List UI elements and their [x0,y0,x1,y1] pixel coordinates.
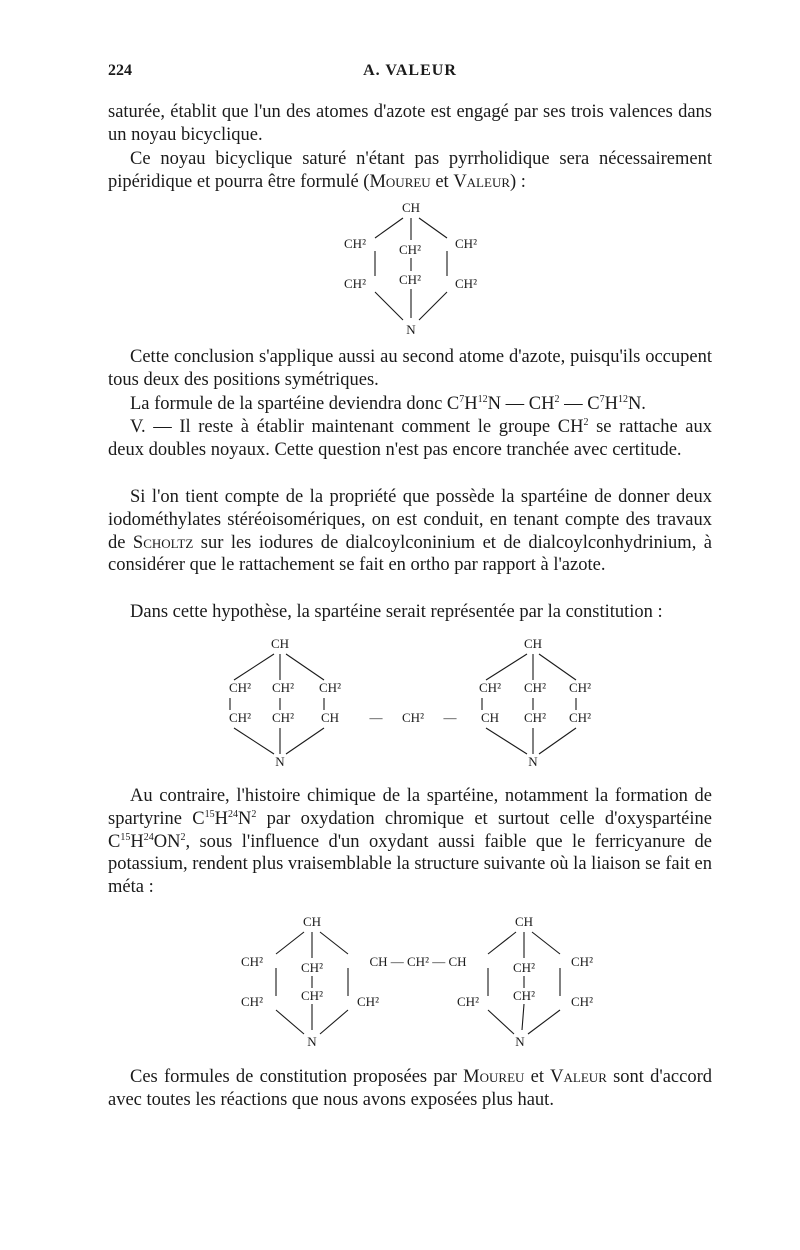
f2-right-r1-b: CH² [524,680,546,695]
f3-left-n: N [307,1034,317,1049]
f1-mid-upper: CH² [399,242,421,257]
f3-link: CH — CH² — CH [369,954,467,969]
f3-right-ll: CH² [457,994,479,1009]
author-valeur-2: Valeur [550,1067,607,1087]
paragraph-5: V. — Il reste à établir maintenant comment le groupe $CH^2$ se rattache aux deux doubles noyaux. Cette question n'est pas encore tranchée avec certitude. [108,416,712,460]
f2-left-top: CH [270,636,290,651]
f2-link-ch2: CH² [402,710,424,725]
author-moureu: Moureu [369,171,431,192]
paragraph-9: Ces formules de constitution proposées par Moureu et Valeur sont d'accord avec toutes les réactions que nous avons exposées plus haut. [108,1067,713,1110]
page-header [108,62,712,86]
f3-left-ll: CH² [241,994,263,1009]
page-number: 224 [108,62,132,79]
paragraph-7: Dans cette hypothèse, la spartéine serait représentée par la constitution : [130,602,663,622]
paragraph-1: saturée, établit que l'un des atomes d'azote est engagé par ses trois valences dans un noyau bicyclique. [108,102,712,145]
f1-top-ch: CH [401,200,421,215]
running-head: A. VALEUR [363,62,457,79]
paragraph-4: La formule de la spartéine deviendra donc $C^7H^{12}N$ — $CH^2$ — $C^7H^{12}N$. [130,393,646,414]
f3-left-mu: CH² [301,960,323,975]
f2-left-r2-a: CH² [229,710,251,725]
f3-left-top: CH [302,914,322,929]
f3-left-ul: CH² [241,954,263,969]
f1-lower-right: CH² [455,276,477,291]
author-scholtz: Scholtz [132,532,194,553]
paragraph-2: Ce noyau bicyclique saturé n'étant pas pyrrholidique sera nécessairement pipéridique et pourra être formulé (Moureu et Valeur) : [108,149,712,192]
f3-right-ml: CH² [513,988,535,1003]
f2-left-r1-a: CH² [229,680,251,695]
f2-link-dash-2: — [443,710,457,725]
f3-left-ml: CH² [301,988,323,1003]
f1-bond [375,218,403,238]
f1-bottom-n: N [406,322,416,337]
f3-right-top: CH [514,914,534,929]
f3-right-mu: CH² [513,960,535,975]
f3-left-lr: CH² [357,994,379,1009]
f2-left-r2-b: CH² [272,710,294,725]
f2-right-top: CH [523,636,543,651]
f1-bond [419,292,447,320]
f3-right-lr: CH² [571,994,593,1009]
f1-upper-right: CH² [455,236,477,251]
author-moureu-2: Moureu [463,1067,525,1087]
f1-bond [419,218,447,238]
f2-left-r2-c: CH [320,710,340,725]
paragraph-8: Au contraire, l'histoire chimique de la spartéine, notamment la formation de spartyrine $C^{15}H^{24}N^2$ par oxydation chromique et surtout celle d'oxyspartéine $C^{15}H^{24}ON^2$, sous l'influence d'un oxydant aussi faible que le ferricyanure de potassium, rendent plus vraisemblable la structure suivante où la liaison se fait en méta : [108,786,712,898]
f1-upper-left: CH² [344,236,366,251]
formula-piperidine-bicycle [335,196,495,340]
formula-sparteine-meta [230,912,600,1052]
f2-link-dash-1: — [369,710,383,725]
paragraph-3: Cette conclusion s'applique aussi au second atome d'azote, puisqu'ils occupent tous deux des positions symétriques. [108,347,712,390]
formula-sparteine-ortho [220,636,610,772]
f2-right-r2-c: CH² [569,710,591,725]
f2-right-r2-a: CH [480,710,500,725]
f1-mid-lower: CH² [399,272,421,287]
author-valeur: Valeur [453,171,511,192]
f2-right-r1-c: CH² [569,680,591,695]
f2-right-r1-a: CH² [479,680,501,695]
f1-lower-left: CH² [344,276,366,291]
f2-left-n: N [275,754,285,769]
f1-bond [375,292,403,320]
f3-right-n: N [515,1034,525,1049]
f3-right-ur: CH² [571,954,593,969]
f2-left-r1-c: CH² [319,680,341,695]
f2-right-n: N [528,754,538,769]
paragraph-6: Si l'on tient compte de la propriété que possède la spartéine de donner deux iodométhylates stéréoisomériques, on est conduit, en tenant compte des travaux de Scholtz sur les iodures de dialcoylconinium et de dialcoylconhydrinium, à considérer que le rattachement se fait en ortho par rapport à l'azote. [108,487,712,576]
f2-right-r2-b: CH² [524,710,546,725]
f2-left-r1-b: CH² [272,680,294,695]
